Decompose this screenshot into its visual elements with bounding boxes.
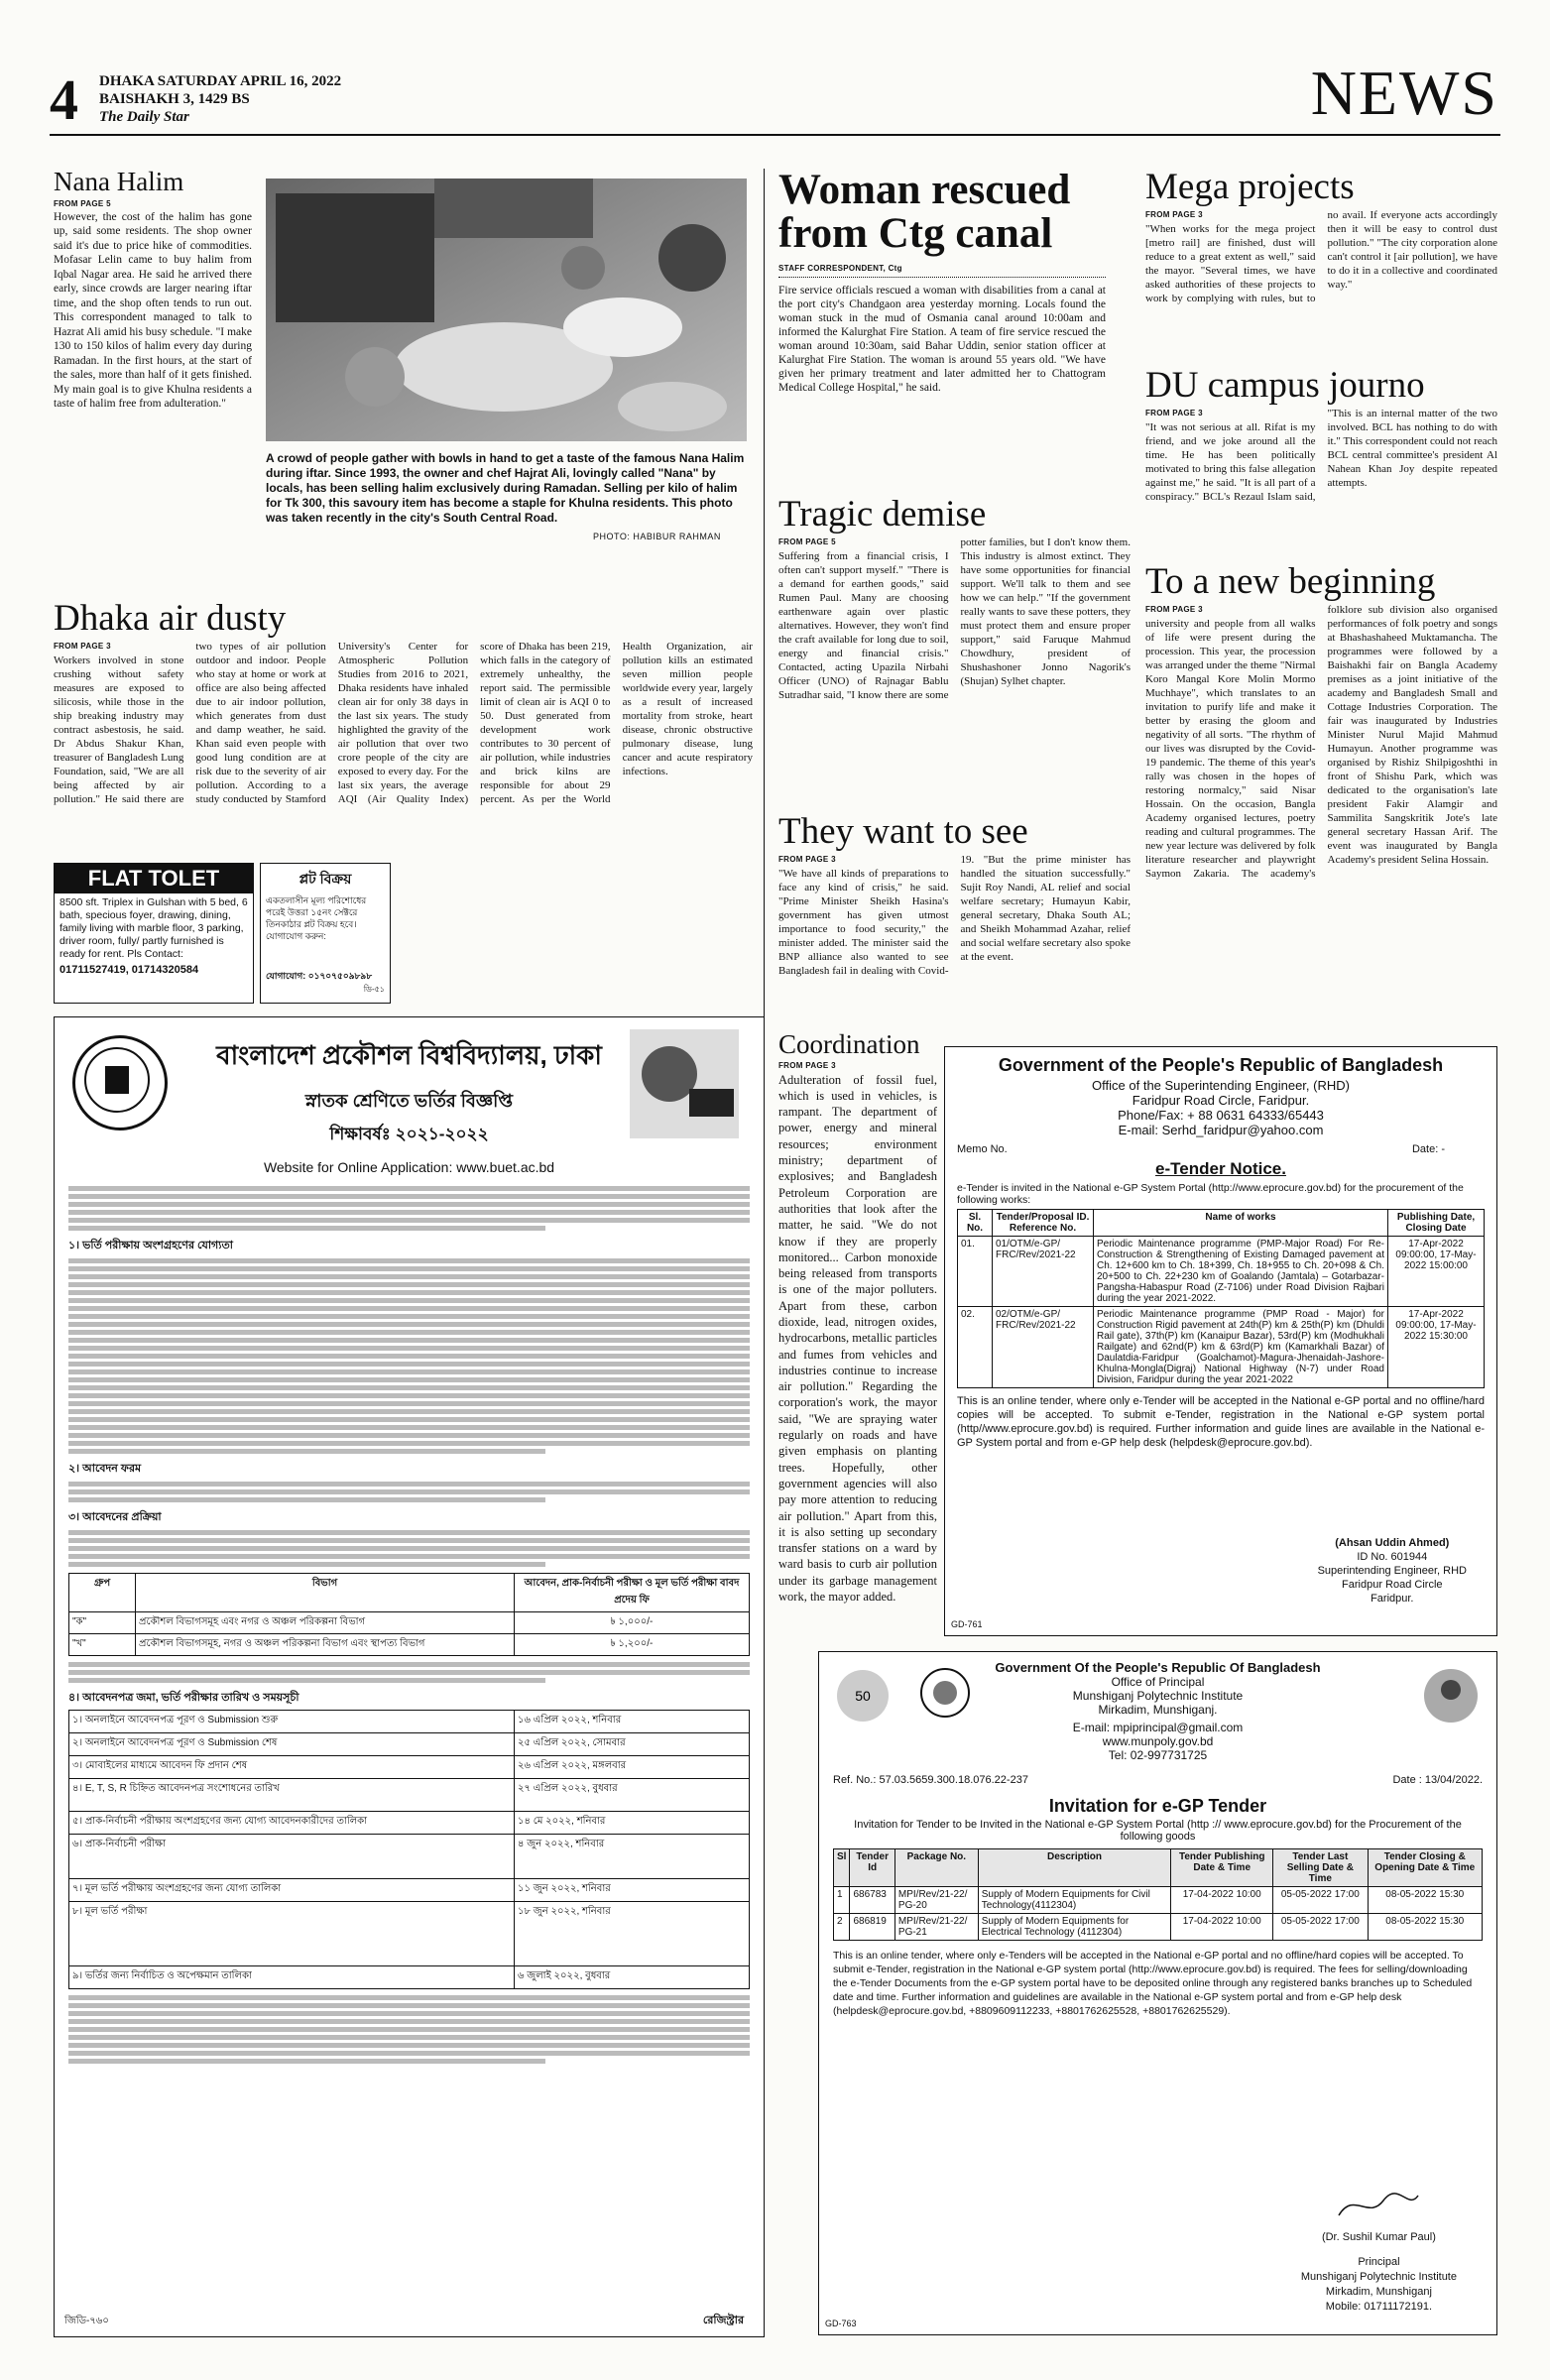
table-cell: 1 (834, 1887, 850, 1914)
table-cell: Supply of Modern Equipments for Electrical Technology (4112304) (978, 1914, 1171, 1941)
article-body (54, 640, 753, 853)
table-cell: 686783 (850, 1887, 894, 1914)
table-header: Tender Publishing Date & Time (1171, 1849, 1273, 1887)
signer-title: Principal (1358, 2256, 1400, 2268)
article-body (1145, 603, 1497, 1029)
table-cell: ২৬ এপ্রিল ২০২২, মঙ্গলবার (515, 1756, 750, 1779)
mpi-place: Mirkadim, Munshiganj. (1098, 1703, 1218, 1717)
table-cell: ২৫ এপ্রিল ২০২২, সোমবার (515, 1733, 750, 1756)
rhd-office: Office of the Superintending Engineer, (RHD) (1092, 1078, 1350, 1093)
table-cell: ৯। ভর্তির জন্য নির্বাচিত ও অপেক্ষমান তালিকা (69, 1966, 515, 1989)
table-cell: ৩। মোবাইলের মাধ্যমে আবেদন ফি প্রদান শেষ (69, 1756, 515, 1779)
table-row (69, 1879, 750, 1902)
table-cell: Supply of Modern Equipments for Civil Technology(4112304) (978, 1887, 1171, 1914)
article-headline: DU campus journo (1145, 365, 1425, 406)
page-number: 4 (50, 67, 78, 132)
table-cell: MPI/Rev/21-22/ PG-21 (894, 1914, 978, 1941)
table-header: Tender/Proposal ID. Reference No. (993, 1210, 1094, 1237)
table-cell: 01/OTM/e-GP/ FRC/Rev/2021-22 (993, 1237, 1094, 1307)
table-cell: প্রকৌশল বিভাগসমূহ, নগর ও অঞ্চল পরিকল্পনা বিভাগ এবং স্থাপত্য বিভাগ (136, 1634, 515, 1656)
rhd-tender-table (957, 1209, 1485, 1388)
ref-no: Ref. No.: 57.03.5659.300.18.076.22-237 (833, 1774, 1028, 1786)
buet-website[interactable]: Website for Online Application: www.buet.ac.bd (263, 1159, 555, 1175)
signer-name: (Ahsan Uddin Ahmed) (1335, 1537, 1450, 1549)
article-body (778, 536, 1131, 823)
ref-line (833, 1774, 1483, 1786)
byline: STAFF CORRESPONDENT, Ctg (778, 263, 902, 273)
mpi-tel: Tel: 02-997731725 (1108, 1748, 1208, 1762)
date-line: DHAKA SATURDAY APRIL 16, 2022 (99, 73, 342, 89)
table-cell: 17-04-2022 10:00 (1171, 1887, 1273, 1914)
rhd-email[interactable]: E-mail: Serhd_faridpur@yahoo.com (1118, 1123, 1324, 1137)
ad-code: GD-763 (825, 2319, 857, 2328)
rhd-tender-ad (944, 1046, 1497, 1636)
plot-sale-ad (260, 863, 391, 1004)
table-header: Name of works (1094, 1210, 1388, 1237)
table-header: আবেদন, প্রাক-নির্বাচনী পরীক্ষা ও মূল ভর্তি পরীক্ষা বাবদ প্রদেয় ফি (515, 1574, 750, 1612)
signer-place: Mirkadim, Munshiganj (1325, 2286, 1432, 2298)
from-page: FROM PAGE 3 (778, 854, 836, 864)
mpi-website[interactable]: www.munpoly.gov.bd (1102, 1734, 1214, 1748)
table-row (69, 1756, 750, 1779)
mpi-signature-block (1301, 2186, 1457, 2315)
article-headline: Mega projects (1145, 167, 1355, 207)
signer-mobile: Mobile: 01711172191. (1325, 2301, 1433, 2313)
table-row (69, 1835, 750, 1879)
mega-projects-article (1145, 169, 1497, 305)
table-row (69, 1902, 750, 1966)
article-body (778, 853, 1131, 1036)
article-headline: Coordination (778, 1029, 920, 1059)
table-row (69, 1966, 750, 1989)
article-text: "When works for the mega project [metro rail] are finished, dust will reduce to a great extent as well," said the mayor. "Several times, we have asked authorities of these projects to work by complying with rules, but to no avail. If everyone acts accordingly then it will be easy to control dust pollution." "The city corporation alone can't control it [air pollution], we have to do it in a collective and coordinated way." (1145, 208, 1497, 304)
table-header: Tender Id (850, 1849, 894, 1887)
photo-credit: PHOTO: HABIBUR RAHMAN (593, 532, 721, 541)
flat-tolet-ad (54, 863, 254, 1004)
du-journo-article (1145, 367, 1497, 504)
table-row (958, 1237, 1485, 1307)
dhaka-air-article (54, 600, 753, 853)
column-rule (764, 169, 765, 1021)
table-cell: ৪। E, T, S, R চিহ্নিত আবেদনপত্র সংশোধনের তারিখ (69, 1779, 515, 1812)
halim-photo (266, 178, 747, 441)
table-header-row (958, 1210, 1485, 1237)
tragic-demise-article (778, 496, 1131, 823)
table-cell: "খ" (69, 1634, 136, 1656)
mujib-year-logo-icon (833, 1666, 893, 1726)
table-cell: 05-05-2022 17:00 (1273, 1887, 1368, 1914)
ad-body: একতলাসীন মূল্য পরিশোধের পরেই উত্তরা ১৫নং সেক্টরে তিনকাঠার প্লট বিক্রয় হবে। যোগাযোগ করুন: (266, 895, 367, 941)
notice-intro: Invitation for Tender to be Invited in the National e-GP System Portal (http :// www.eprocure.gov.bd) for the Procurement of the following goods (854, 1819, 1462, 1843)
mujib-year-logo-icon (630, 1029, 739, 1138)
table-cell: ৭। মূল ভর্তি পরীক্ষায় অংশগ্রহণের জন্য যোগ্য তালিকা (69, 1879, 515, 1902)
portrait-logo-icon (1421, 1666, 1481, 1726)
table-row (69, 1733, 750, 1756)
ad-code: ডি-৫১ (363, 985, 385, 994)
table-cell: ৳ ১,২০০/- (515, 1634, 750, 1656)
table-cell: ১৬ এপ্রিল ২০২২, শনিবার (515, 1711, 750, 1733)
bangla-date: BAISHAKH 3, 1429 BS (99, 91, 250, 107)
buet-text-block (55, 1175, 764, 2064)
signer-place: Faridpur. (1371, 1593, 1414, 1605)
halim-crowd-image (266, 178, 747, 441)
govt-seal-icon (918, 1666, 973, 1721)
article-text: "We have all kinds of preparations to face any kind of crisis," he said. "Prime Minister Sheikh Hasina's government has given utmost importance to food security," the minister added. The minister said the BNP alliance also wanted to see Bangladesh fail in dealing with Covid-19. "But the prime minister has handled the situation successfully." Sujit Roy Nandi, AL relief and social welfare secretary; Humayun Kabir, general secretary, Dhaka South AL; and Sheikh Mohammad Azahar, relief and social welfare secretary also spoke at the event. (778, 853, 1131, 977)
table-row (958, 1307, 1485, 1388)
signer-office: Faridpur Road Circle (1342, 1579, 1443, 1591)
article-text: Workers involved in stone crushing without safety measures are exposed to silicosis, while those in the ship breaking industry may contract asbestosis, he said. Dr Abdus Shakur Khan, treasurer of Bangladesh Lung Foundation, said, "We are all being affected by air pollution." He said there are two types of air pollution outdoor and indoor. People who stay at home or work at office are also being affected due to air indoor pollution, which generates from dust and damp weather, he said. Khan said even people with good lung condition are at risk due to the severity of air pollution. According to a study conducted by Stamford University's Center for Atmospheric Pollution Studies from 2016 to 2021, Dhaka residents have inhaled clean air for only 38 days in the last six years. The study highlighted the gravity of the air pollution that over two crore people of the city are exposed to every day. For the last six years, the average AQI (Air Quality Index) score of Dhaka has been 219, which falls in the category of extremely unhealthy, the report said. The permissible limit of clean air is AQI 0 to 50. Dust generated from development work contributes to 30 percent of air pollution, while industries and brick kilns are responsible for about 29 percent. As per the World Health Organization, air pollution kills an estimated seven million people worldwide every year, largely as a result of increased mortality from stroke, heart disease, chronic obstructive pulmonary disease, lung cancer and acute respiratory infections. (54, 640, 753, 805)
ad-phone: 01711527419, 01714320584 (60, 964, 199, 976)
table-header: বিভাগ (136, 1574, 515, 1612)
table-header: Description (978, 1849, 1171, 1887)
signer-name: (Dr. Sushil Kumar Paul) (1321, 2231, 1436, 2243)
notice-intro: e-Tender is invited in the National e-GP System Portal (http://www.eprocure.gov.bd) for the procurement of the following works: (957, 1182, 1464, 1206)
table-cell: ৬ জুলাই ২০২২, বুধবার (515, 1966, 750, 1989)
table-cell: ৬। প্রাক-নির্বাচনী পরীক্ষা (69, 1835, 515, 1879)
table-cell: 17-04-2022 10:00 (1171, 1914, 1273, 1941)
buet-schedule-table (68, 1710, 750, 1989)
they-want-article (778, 813, 1131, 1036)
rhd-address: Faridpur Road Circle, Faridpur. (1132, 1093, 1310, 1108)
table-cell: "ক" (69, 1612, 136, 1634)
table-cell: ৳ ১,০০০/- (515, 1612, 750, 1634)
table-cell: ৮। মূল ভর্তি পরীক্ষা (69, 1902, 515, 1966)
table-cell: 08-05-2022 15:30 (1368, 1887, 1482, 1914)
rhd-footer: This is an online tender, where only e-Tender will be accepted in the National e-GP portal and no offline/hard copies will be accepted. To submit e-Tender, registration in the National e-GP system portal (http//www.eprocure.gov.bd) is required. Further information and guide lines are available in the National e-GP System portal and from e-GP help desk (helpdesk@eprocure.gov.bd). (957, 1395, 1485, 1449)
table-row (69, 1812, 750, 1835)
buet-subtitle: স্নাতক শ্রেণিতে ভর্তির বিজ্ঞপ্তি (304, 1091, 514, 1111)
from-page: FROM PAGE 3 (778, 1060, 836, 1070)
woman-rescued-article (778, 169, 1106, 395)
rhd-signature-block (1318, 1536, 1467, 1606)
article-body: Fire service officials rescued a woman with disabilities from a canal at the port city's Chandgaon area yesterday morning. Locals found the woman stuck in the mud of Osmania canal around 10:00am and informed the Kalurghat Fire Station. A team of fire service rescued the woman around 10:30am, said Bahar Uddin, senior station officer at Kalurghat Fire Station. The woman is around 55 years old. "We have given her primary treatment and later admitted her to Chattogram Medical College Hospital," he said. (778, 284, 1106, 394)
mpi-email[interactable]: E-mail: mpiprincipal@gmail.com (1072, 1721, 1244, 1734)
memo-date: Date: - (1411, 1143, 1445, 1155)
photo-caption: A crowd of people gather with bowls in hand to get a taste of the famous Nana Halim during iftar. Since 1993, the owner and chef Hajrat Ali, lovingly called "Nana" by locals, has been selling halim exclusively during Ramadan. Selling per kilo of halim for Tk 300, this savoury item has become a staple for Khulna residents. This photo was taken recently in the city's South Central Road. (266, 451, 745, 525)
signature-mark (1334, 2186, 1423, 2225)
article-body: However, the cost of the halim has gone up, said some residents. The shop owner said it's due to price hike of commodities. Mofasar Lelin came to buy halim from Iqbal Nagar area. He said he arrived there early, since crowds are larger nearing iftar time, and the shop often tends to run out. This correspondent managed to talk to Hazrat Ali amid his busy schedule. "I make 130 to 150 kilos of halim every day during Ramadan. In the first hours, at the start of the sales, more than half of it gets finished. My main goal is to give Khulna residents a taste of halim free from adulteration." (54, 210, 252, 411)
table-header: গ্রুপ (69, 1574, 136, 1612)
signer-inst: Munshiganj Polytechnic Institute (1300, 2271, 1457, 2283)
table-cell: ১৪ মে ২০২২, শনিবার (515, 1812, 750, 1835)
buet-section-heading: ৩। আবেদনের প্রক্রিয়া (68, 1511, 162, 1523)
table-cell: ২। অনলাইনে আবেদনপত্র পূরণ ও Submission শেষ (69, 1733, 515, 1756)
table-header-row (69, 1574, 750, 1612)
table-cell: ১১ জুন ২০২২, শনিবার (515, 1879, 750, 1902)
table-cell: 686819 (850, 1914, 894, 1941)
table-cell: MPI/Rev/21-22/ PG-20 (894, 1887, 978, 1914)
ad-code: GD-761 (951, 1619, 983, 1629)
signer-id: ID No. 601944 (1357, 1551, 1428, 1563)
nana-halim-article (54, 169, 252, 412)
mpi-footer: This is an online tender, where only e-Tenders will be accepted in the National e-GP portal and no offline/hard copies will be accepted. To submit e-Tender, registration in the National e-GP system portal (http://www.eprocure.gov.bd) is required. The fees for selling/downloading the e-Tender Documents from the e-GP system portal have to be deposited online through any registered banks branches up to Scheduled date and time. Further information and guidelines are available in the National e-GP system portal and from e-GP help desk (helpdesk@eprocure.gov.bd, +8809609112233, +8801762625528, +8801762625529). (833, 1950, 1473, 2017)
buet-logo-icon (72, 1035, 168, 1130)
memo-line (957, 1143, 1485, 1155)
notice-title: Invitation for e-GP Tender (1048, 1796, 1267, 1816)
table-header: Sl (834, 1849, 850, 1887)
mpi-institute: Munshiganj Polytechnic Institute (1072, 1689, 1244, 1703)
article-body (1145, 407, 1497, 504)
table-cell: 17-Apr-2022 09:00:00, 17-May-2022 15:30:00 (1388, 1307, 1485, 1388)
table-row (69, 1779, 750, 1812)
table-cell: 02/OTM/e-GP/ FRC/Rev/2021-22 (993, 1307, 1094, 1388)
from-page: FROM PAGE 3 (54, 641, 111, 651)
buet-section-heading: ৪। আবেদনপত্র জমা, ভর্তি পরীক্ষার তারিখ ও সময়সূচী (68, 1692, 299, 1704)
buet-session: শিক্ষাবর্ষঃ ২০২১-২০২২ (329, 1125, 489, 1143)
table-header: Publishing Date, Closing Date (1388, 1210, 1485, 1237)
buet-title: বাংলাদেশ প্রকৌশল বিশ্ববিদ্যালয়, ঢাকা (216, 1040, 602, 1070)
signer-title: Superintending Engineer, RHD (1317, 1565, 1467, 1577)
table-header: Package No. (894, 1849, 978, 1887)
article-headline: Dhaka air dusty (54, 598, 287, 639)
buet-admission-ad (54, 1016, 765, 2337)
table-row (834, 1887, 1483, 1914)
section-title: NEWS (1310, 58, 1498, 128)
from-page: FROM PAGE 5 (54, 198, 111, 208)
table-cell: Periodic Maintenance programme (PMP-Major Road) For Re-Construction & Strengthening of Existing Damaged pavement at Ch. 12+600 km to Ch. 18+399, Ch. 18+955 to Ch. 20+098 & Ch. 20+500 to Ch. 22+230 km of Goalando (Jamtala) – Gotarbazar-Pangsha-Habaspur Road (Z-7106) under Road Division Rajbari during the year 2021-2022. (1094, 1237, 1388, 1307)
table-row (834, 1914, 1483, 1941)
ad-phone: যোগাযোগ: ০১৭০৭৫০৯৮৯৮ (266, 971, 373, 981)
from-page: FROM PAGE 5 (778, 536, 836, 546)
mpi-tender-table (833, 1848, 1483, 1941)
table-cell: ১৮ জুন ২০২২, শনিবার (515, 1902, 750, 1966)
coordination-article (778, 1031, 937, 1627)
ad-heading: FLAT TOLET (55, 864, 253, 893)
article-text: "It was not serious at all. Rifat is my friend, and we joke around all the time. He has been politically motivated to bring this false allegation against me," he said. "It is all part of a conspiracy." BCL's Rezaul Islam said, "This is an internal matter of the two involved. BCL has nothing to do with it." This correspondent could not reach BCL central committee's president Al Nahean Khan Joy despite repeated attempts. (1145, 407, 1497, 503)
ref-date: Date : 13/04/2022. (1392, 1774, 1483, 1786)
ad-heading: প্লট বিক্রয় (298, 871, 352, 887)
table-cell: ৫। প্রাক-নির্বাচনী পরীক্ষায় অংশগ্রহণের জন্য যোগ্য আবেদনকারীদের তালিকা (69, 1812, 515, 1835)
table-row (69, 1612, 750, 1634)
svg-text:50: 50 (855, 1688, 871, 1704)
table-header-row (834, 1849, 1483, 1887)
from-page: FROM PAGE 3 (1145, 209, 1203, 219)
article-text: university and people from all walks of life were present during the procession. This year, the procession was arranged under the theme "Nirmal Koro Mangal Kore Molin Mormo Muchhaye", which translates to an invitation to purify life and make it better by erasing the gloom and negativity of all sorts. "The rhythm of our lives was disrupted by the Covid-19 pandemic. The theme of this year's rally was chosen in the hopes of restoring normalcy," said Nisar Hossain. On the occasion, Bangla Academy organised lectures, poetry reading and cultural programmes. The new year lecture was delivered by folk literature researcher and playwright Saymon Zakaria. The academy's folklore sub division also organised performances of folk poetry and songs at Bhashashaheed Muktamancha. The programmes were followed by a Baishakhi fair on Bangla Academy premises as a joint initiative of the academy and Bangladesh Small and Cottage Industries Corporation. The fair was inaugurated by Industries Minister Nurul Majid Mahmud Humayun. Another programme was organised by Rishiz Shilpigoshthi in front of Shishu Park, which was dedicated to the organisation's late president Fakir Alamgir and Sammilita Sangskritik Jote's late general secretary Hassan Arif. The event was inaugurated by Bangla Academy's president Selina Hossain. (1145, 603, 1497, 880)
article-body: Adulteration of fossil fuel, which is used in vehicles, is rampant. The department of power, energy and mineral resources; environment ministry; department of explosives; and Bangladesh Petroleum Corporation are authorities that look after the matter, he said. "We do not know if they are properly monitored... Carbon monoxide being released from transports is one of the major polluters. Apart from these, carbon dioxide, lead, nitrogen oxides, hydrocarbons, metallic particles and fumes from vehicles and industries continue to increase air pollution." Regarding the corporation's work, the mayor said, "We are spraying water regularly on roads and have given emphasis on planting trees. Hopefully, other government agencies will also pay more attention to reducing air pollution." Apart from this, it is also setting up secondary transfer stations on a ward by ward basis to curb air pollution under its garbage management work, the mayor added. (778, 1072, 937, 1605)
from-page: FROM PAGE 3 (1145, 408, 1203, 417)
notice-title: e-Tender Notice. (1155, 1159, 1286, 1178)
registrar-signature: রেজিস্ট্রার (702, 2315, 744, 2326)
article-body (1145, 208, 1497, 305)
table-cell: ২৭ এপ্রিল ২০২২, বুধবার (515, 1779, 750, 1812)
table-cell: প্রকৌশল বিভাগসমূহ এবং নগর ও অঞ্চল পরিকল্পনা বিভাগ (136, 1612, 515, 1634)
article-headline: To a new beginning (1145, 561, 1436, 602)
article-headline: Nana Halim (54, 167, 184, 196)
table-cell: 02. (958, 1307, 993, 1388)
from-page: FROM PAGE 3 (1145, 604, 1203, 614)
mpi-tender-ad (818, 1651, 1497, 2335)
new-beginning-article (1145, 563, 1497, 1029)
rhd-phone: Phone/Fax: + 88 0631 64333/65443 (1118, 1108, 1324, 1123)
table-cell: Periodic Maintenance programme (PMP Road - Major) for Construction Rigid pavement at 24th(P) km & 25th(P) km (Dhuldi Rail gate), 37th(P) km (Kanaipur Bazar), 53rd(P) km (Modhukhali Railgate) and 62nd(P) km & 63rd(P) km (Kamarkhali Bazar) of Daulatdia-Faridpur (Goalchamot)-Magura-Jhenaidah-Jashore-Khulna-Mongla(Digraj) National Highway (N-7) under Road Division, Faridpur during the year 2021-2022 (1094, 1307, 1388, 1388)
table-cell: 17-Apr-2022 09:00:00, 17-May-2022 15:00:00 (1388, 1237, 1485, 1307)
memo-no: Memo No. (957, 1143, 1008, 1155)
table-cell: 08-05-2022 15:30 (1368, 1914, 1482, 1941)
article-headline: Woman rescued from Ctg canal (778, 167, 1071, 257)
table-cell: ১। অনলাইনে আবেদনপত্র পূরণ ও Submission শুরু (69, 1711, 515, 1733)
mpi-title: Government Of the People's Republic Of Bangladesh (995, 1660, 1321, 1675)
daily-star-logo: The Daily Star (99, 109, 189, 125)
buet-fee-table (68, 1573, 750, 1656)
article-headline: They want to see (778, 811, 1028, 852)
table-row (69, 1634, 750, 1656)
ad-code: জিডি-৭৬০ (64, 2316, 109, 2326)
table-cell: ৪ জুন ২০২২, শনিবার (515, 1835, 750, 1879)
buet-section-heading: ২। আবেদন ফরম (68, 1463, 142, 1475)
byline-rule (778, 277, 1106, 278)
table-cell: 2 (834, 1914, 850, 1941)
table-cell: 05-05-2022 17:00 (1273, 1914, 1368, 1941)
table-header: Sl. No. (958, 1210, 993, 1237)
ad-body: 8500 sft. Triplex in Gulshan with 5 bed, 6 bath, specious foyer, drawing, dining, family living with marble floor, 3 parking, driver room, fully/ partly furnished is ready for rent. Pls Contact: (60, 896, 248, 960)
table-cell: 01. (958, 1237, 993, 1307)
masthead-rule (50, 134, 1500, 136)
buet-section-heading: ১। ভর্তি পরীক্ষায় অংশগ্রহণের যোগ্যতা (68, 1240, 233, 1251)
mpi-office: Office of Principal (1111, 1675, 1205, 1689)
table-row (69, 1711, 750, 1733)
rhd-title: Government of the People's Republic of Bangladesh (998, 1055, 1444, 1075)
table-header: Tender Closing & Opening Date & Time (1368, 1849, 1482, 1887)
article-text: Suffering from a financial crisis, I often can't support myself." "There is a demand for earthen goods," said Rumen Paul. Many are choosing earthenware again over plastic alternatives. However, they won't find the craft available for long due to soil, energy and financial crisis." Contacted, acting Upazila Nirbahi Officer (UNO) of Rajnagar Bablu Sutradhar said, "I know there are some potter families, but I don't know them. This industry is almost extinct. They have some opportunities for financial support. We'll talk to them and see how we can help." "If the government really wants to save these potters, they must protect them and ensure proper support," said Faruque Mahmud Chowdhury, president of Shushashoner Jonno Nagorik's (Shujan) Sylhet chapter. (778, 536, 1131, 701)
article-headline: Tragic demise (778, 494, 987, 535)
table-header: Tender Last Selling Date & Time (1273, 1849, 1368, 1887)
